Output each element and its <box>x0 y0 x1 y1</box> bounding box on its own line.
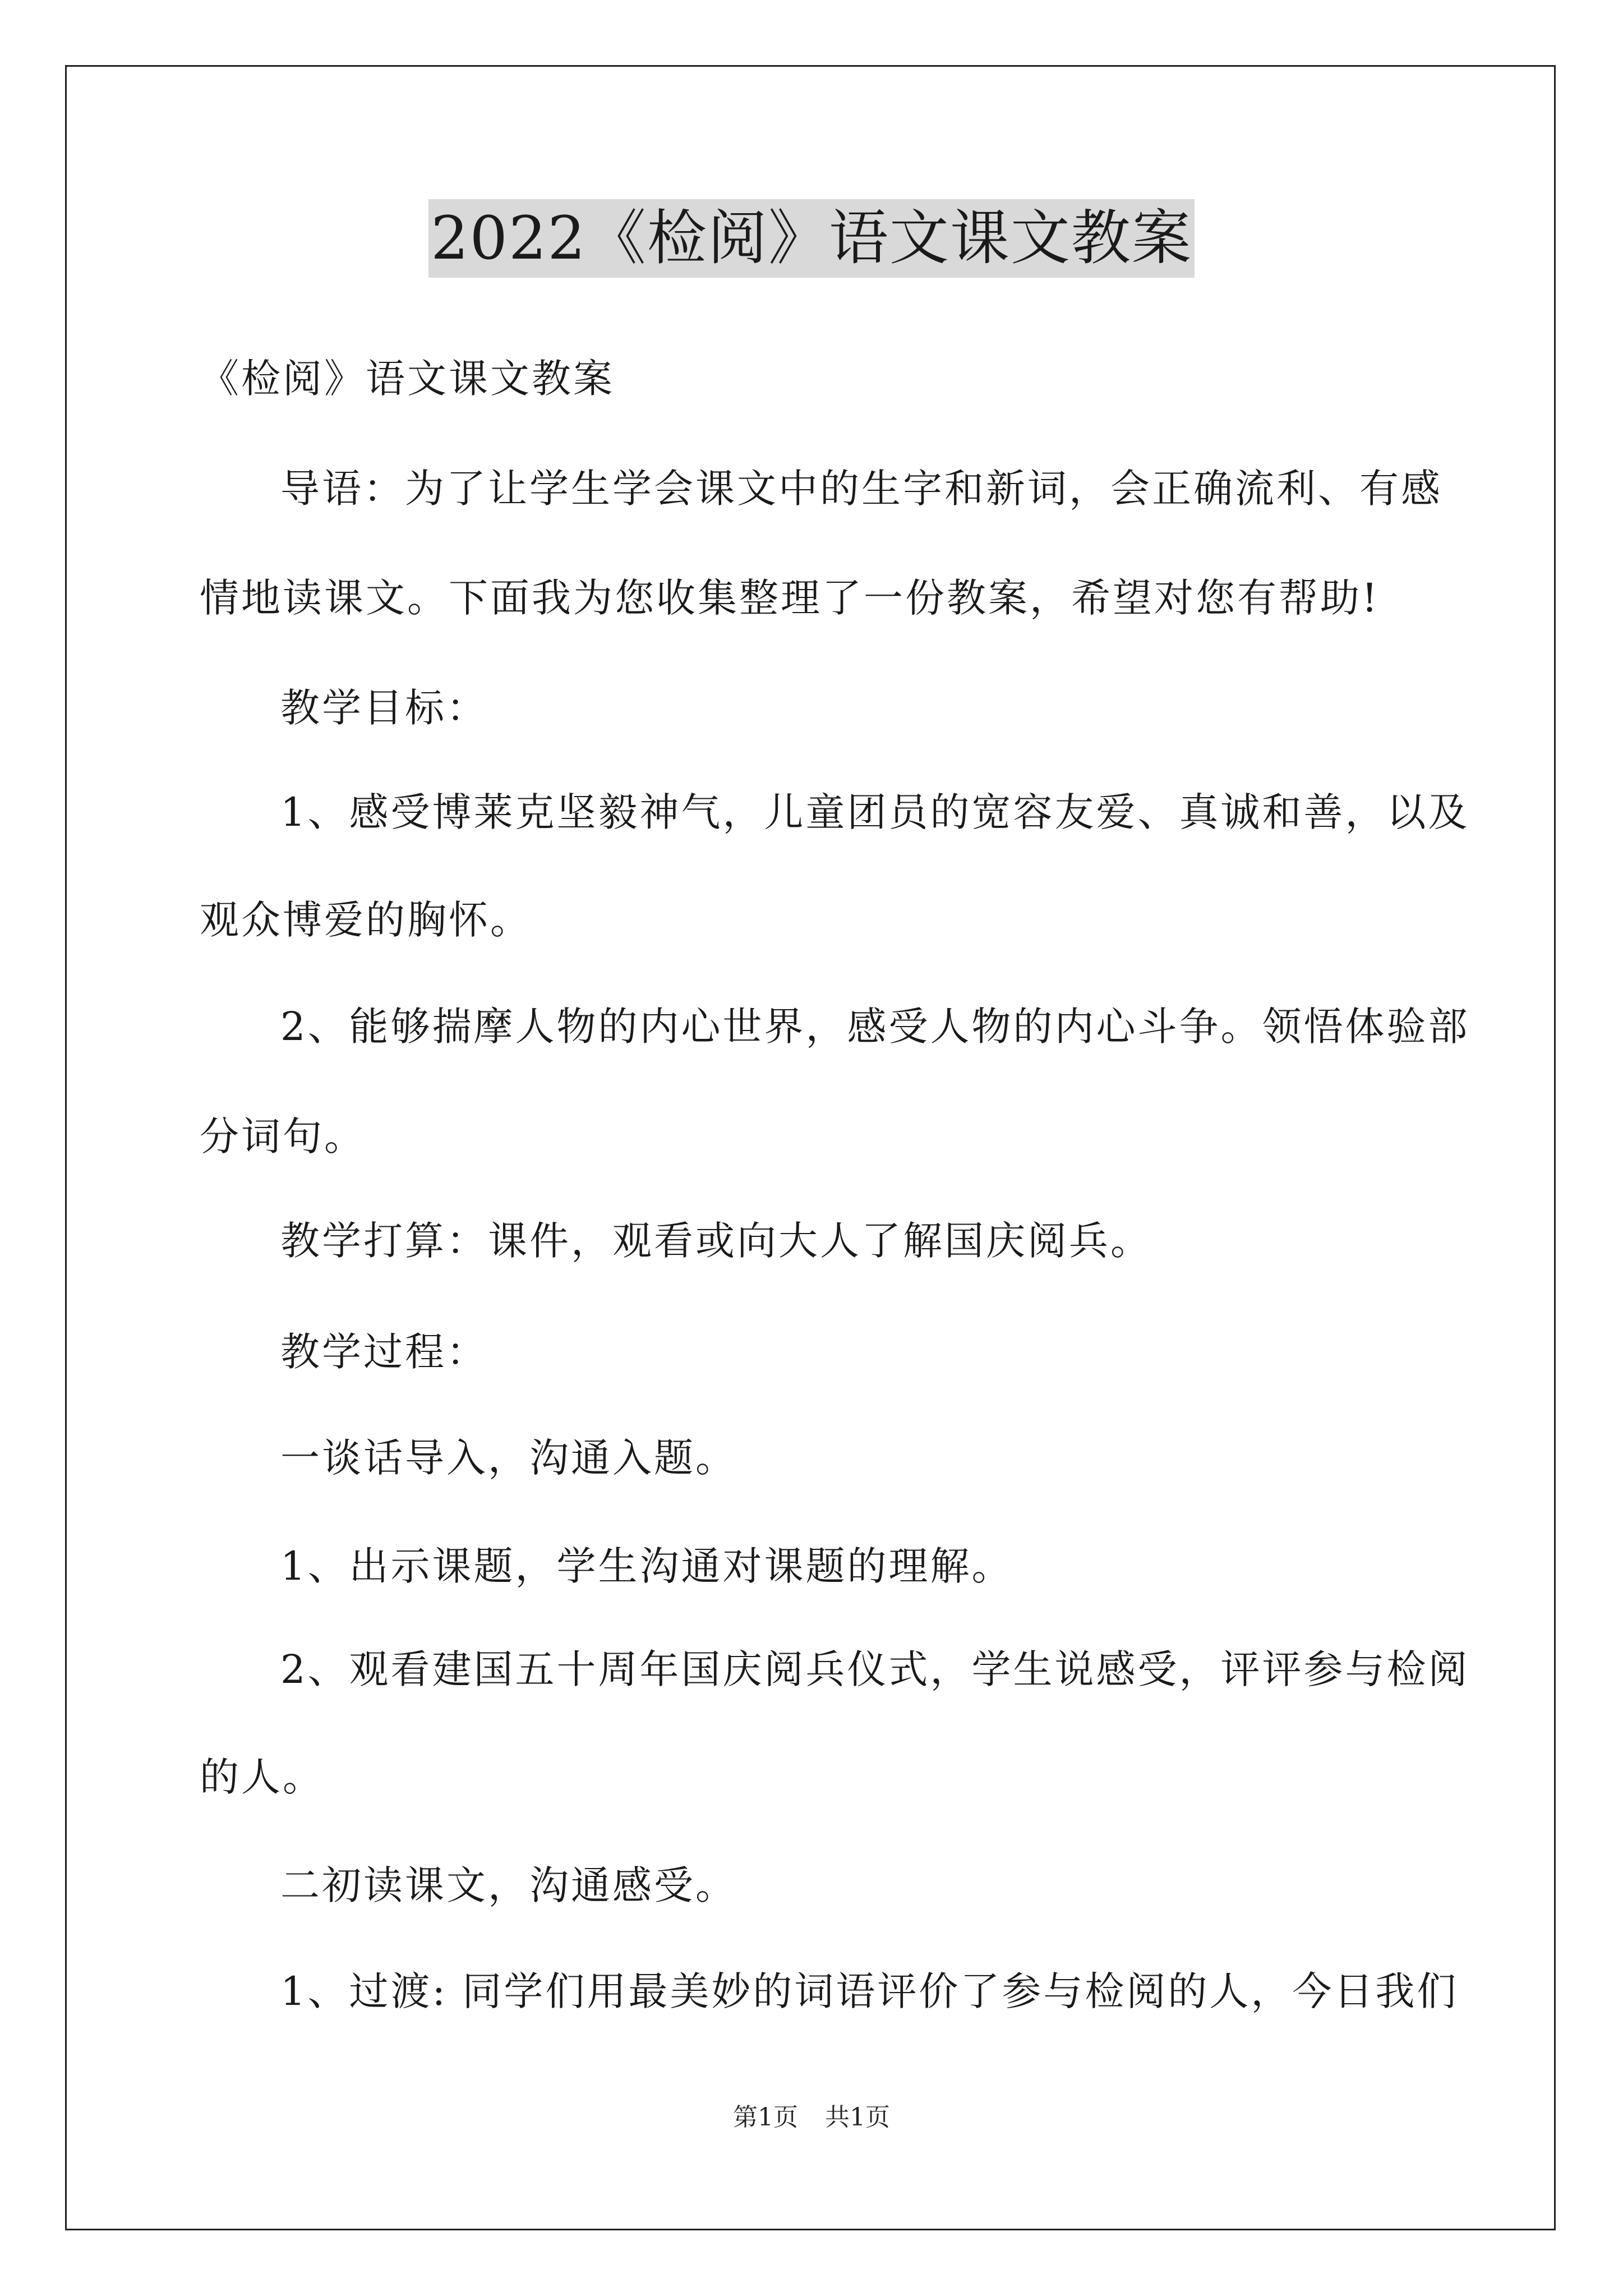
page-number: 第1页 <box>733 2103 798 2132</box>
paragraph-objectives-heading: 教学目标： <box>280 685 488 731</box>
page-title: 2022《检阅》语文课文教案 <box>428 199 1195 278</box>
paragraph-objective-1-line-1: 1、感受博莱克坚毅神气，儿童团员的宽容友爱、真诚和善，以及 <box>280 789 1470 835</box>
paragraph-subtitle: 《检阅》语文课文教案 <box>200 356 615 402</box>
paragraph-objective-2-line-1: 2、能够揣摩人物的内心世界，感受人物的内心斗争。领悟体验部 <box>280 1004 1470 1050</box>
paragraph-step-1: 一谈话导入，沟通入题。 <box>280 1435 737 1481</box>
paragraph-intro-line-1: 导语：为了让学生学会课文中的生字和新词，会正确流利、有感 <box>280 466 1442 512</box>
paragraph-step-1-item-1: 1、出示课题，学生沟通对课题的理解。 <box>280 1543 1013 1589</box>
paragraph-objective-2-line-2: 分词句。 <box>200 1114 366 1159</box>
paragraph-step-2: 二初读课文，沟通感受。 <box>280 1862 737 1908</box>
paragraph-step-2-item-1: 1、过渡: 同学们用最美妙的词语评价了参与检阅的人，今日我们 <box>280 1968 1459 2014</box>
paragraph-step-1-item-2-line-1: 2、观看建国五十周年国庆阅兵仪式，学生说感受，评评参与检阅 <box>280 1646 1470 1692</box>
paragraph-intro-line-2: 情地读课文。下面我为您收集整理了一份教案，希望对您有帮助! <box>200 575 1380 621</box>
paragraph-preparation: 教学打算：课件，观看或向大人了解国庆阅兵。 <box>280 1218 1152 1264</box>
paragraph-objective-1-line-2: 观众博爱的胸怀。 <box>200 897 532 943</box>
page-total: 共1页 <box>825 2103 890 2132</box>
paragraph-step-1-item-2-line-2: 的人。 <box>200 1754 324 1800</box>
page-footer <box>0 2101 1623 2134</box>
title-container <box>0 199 1623 278</box>
paragraph-process-heading: 教学过程： <box>280 1329 488 1375</box>
